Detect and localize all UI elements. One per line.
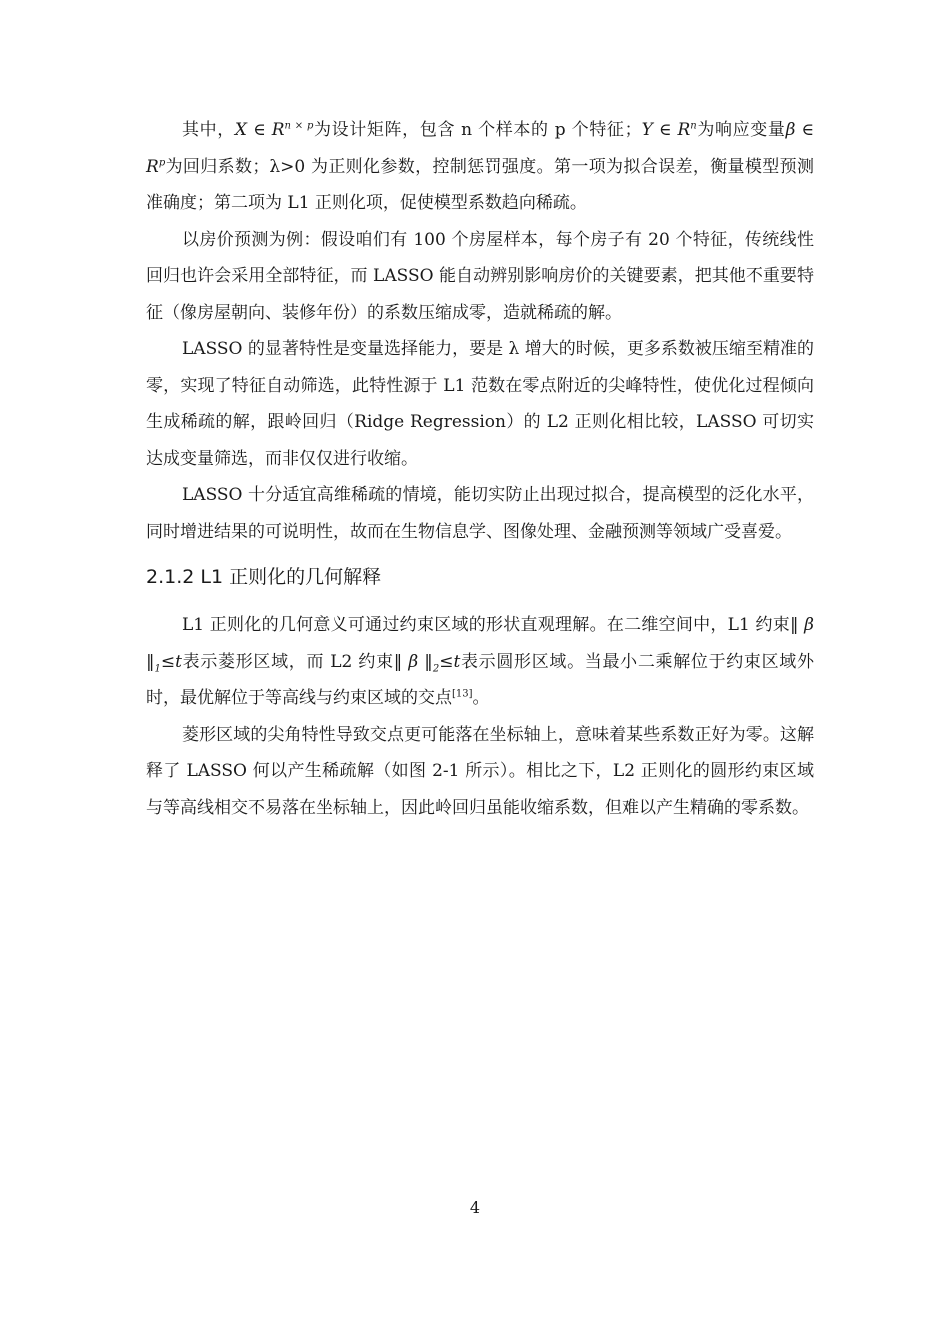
text: 其中，	[182, 120, 235, 140]
paragraph-definitions	[146, 112, 814, 222]
paragraph-geometry: L1 正则化的几何意义可通过约束区域的形状直观理解。在二维空间中，L1 约束‖ β $‖_1\le t$表示菱形区域，而 L2 约束‖ β $‖_2\le t$表示圆形区域。当最小二乘解位于约束区域外时，最优解位于等高线与约束区域的交点[13]。	[146, 615, 814, 708]
math-l2-norm: ‖ β $‖_2\le t$	[393, 651, 461, 674]
section-heading: 2.1.2 L1 正则化的几何解释	[146, 566, 382, 588]
math-x: X ∈ $R^{n \times p}$	[234, 120, 314, 140]
paragraph-variable-selection: LASSO 的显著特性是变量选择能力，要是 λ 增大的时候，更多系数被压缩至精准的零，实现了特征自动筛选，此特性源于 L1 范数在零点附近的尖峰特性，使优化过程倾向生成稀疏的解，跟岭回归（Ridge Regression）的 L2 正则化相比较，LASSO 可切实达成变量筛选，而非仅仅进行收缩。	[146, 339, 814, 469]
math-y: Y ∈ $R^n$	[641, 120, 697, 140]
paragraph-high-dimensional: LASSO 十分适宜高维稀疏的情境，能切实防止出现过拟合，提高模型的泛化水平，同时增进结果的可说明性，故而在生物信息学、图像处理、金融预测等领域广受喜爱。	[146, 485, 814, 542]
text: 为设计矩阵，包含 n 个样本的 p 个特征；	[313, 120, 642, 140]
citation[interactable]: [13]	[452, 688, 473, 700]
text: 为响应变量	[696, 120, 786, 140]
math-l1-norm: ‖ β $‖_1\le t$	[146, 615, 814, 674]
document-body	[146, 112, 814, 826]
page-number: 4	[469, 1198, 481, 1217]
text: 为回归系数；λ>0 为正则化参数，控制惩罚强度。第一项为拟合误差，衡量模型预测准确度；第二项为 L1 正则化项，促使模型系数趋向稀疏。	[146, 156, 814, 213]
math-beta: β ∈ $R^p$	[146, 120, 815, 177]
paragraph-diamond: 菱形区域的尖角特性导致交点更可能落在坐标轴上，意味着某些系数正好为零。这解释了 LASSO 何以产生稀疏解（如图 2-1 所示）。相比之下，L2 正则化的圆形约束区域与等高线相交不易落在坐标轴上，因此岭回归虽能收缩系数，但难以产生精确的零系数。	[146, 724, 814, 818]
paragraph-example: 以房价预测为例：假设咱们有 100 个房屋样本，每个房子有 20 个特征，传统线性回归也许会采用全部特征，而 LASSO 能自动辨别影响房价的关键要素，把其他不重要特征（像房屋朝向、装修年份）的系数压缩成零，造就稀疏的解。	[146, 229, 814, 323]
